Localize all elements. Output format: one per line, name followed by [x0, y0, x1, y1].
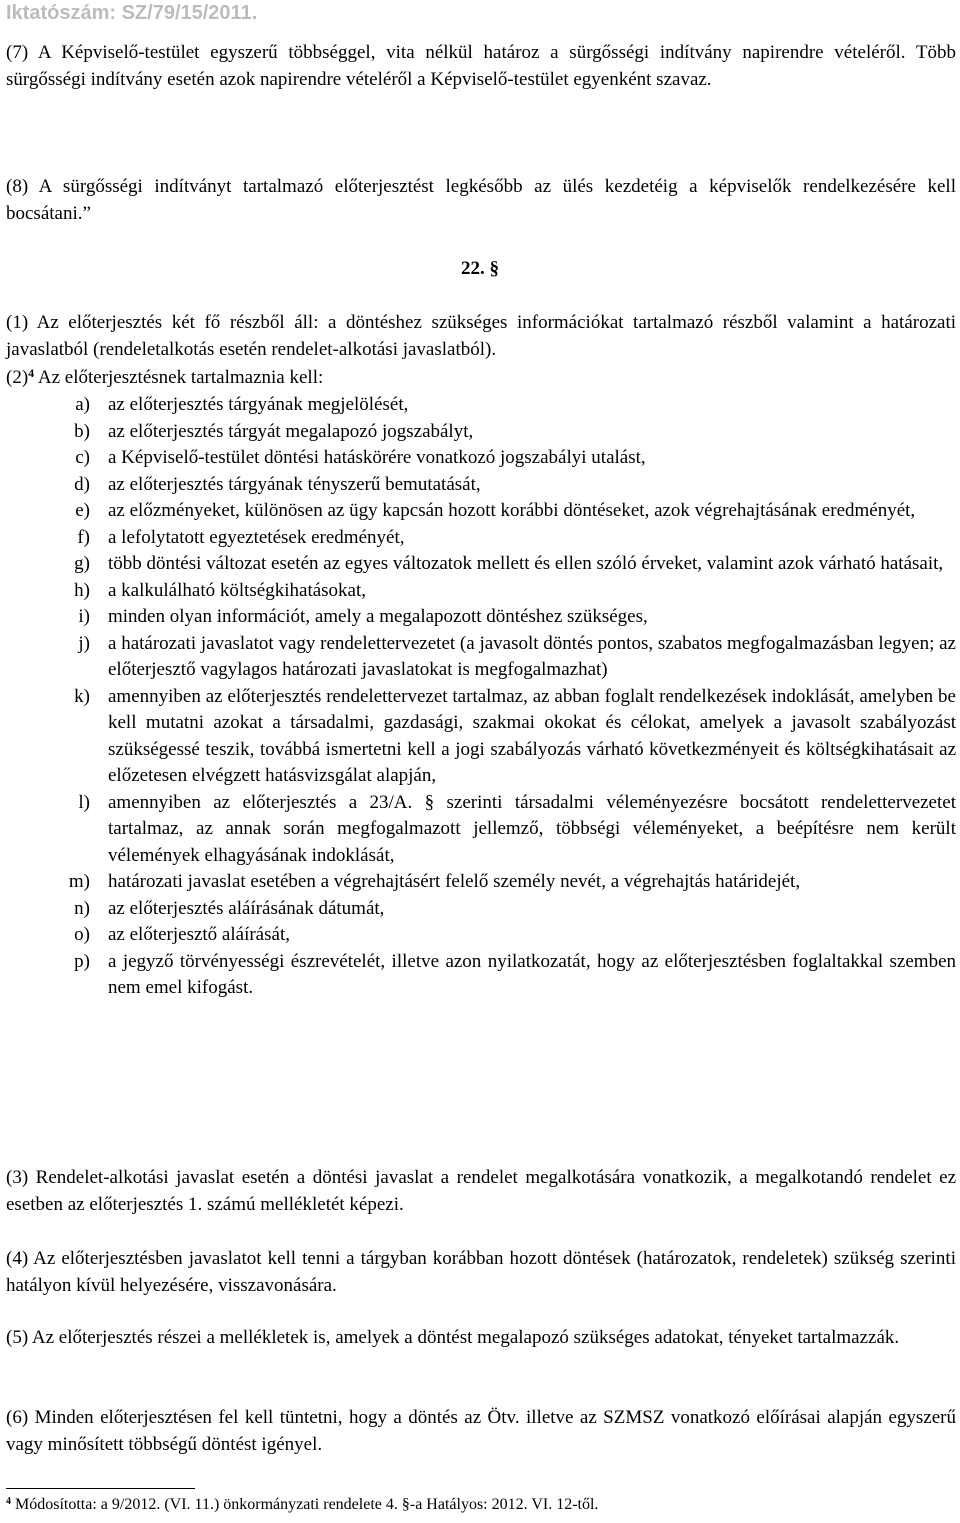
section-22-paragraph-5: (5) Az előterjesztés részei a mellékletek is, amelyek a döntést megalapozó szükséges adatokat, tényeket tartalmazzák.: [6, 1327, 900, 1348]
list-item: [6, 896, 956, 923]
list-item: [6, 551, 956, 578]
list-item: [6, 445, 956, 472]
list-item: [6, 949, 956, 1002]
list-item-label: m): [68, 871, 90, 892]
paragraph-2-number: (2): [6, 367, 29, 388]
section-22-paragraph-4: (4) Az előterjesztésben javaslatot kell tenni a tárgyban korábban hozott döntések (határozatok, rendeletek) szükség szerinti hatályon kívül helyezésére, visszavonására.: [6, 1248, 956, 1296]
list-item: [6, 869, 956, 896]
list-item-label: o): [74, 924, 90, 945]
section-22-paragraph-2-intro: [6, 365, 956, 392]
list-item-text: az előterjesztés tárgyát megalapozó jogszabályt,: [108, 420, 474, 442]
list-item-label: l): [78, 791, 90, 813]
list-item-text: a lefolytatott egyeztetések eredményét,: [108, 526, 405, 548]
list-item-text: az előterjesztés tárgyának megjelölését,: [108, 394, 409, 415]
list-item-text: az előterjesztő aláírását,: [108, 924, 290, 945]
list-item: [6, 578, 956, 605]
section-title: 22. §: [461, 258, 499, 279]
list-item-label: h): [74, 579, 90, 601]
list-item-text: több döntési változat esetén az egyes változatok mellett és ellen szóló érveket, valamint azok várható hatásait,: [108, 553, 944, 574]
section-22-paragraph-3: (3) Rendelet-alkotási javaslat esetén a döntési javaslat a rendelet megalkotására vonatkozik, a megalkotandó rendelet ez esetben az előterjesztés 1. számú mellékletét képezi.: [6, 1167, 956, 1215]
list-item-label: j): [78, 632, 90, 654]
footnote-divider: [6, 1488, 195, 1489]
list-item-label: g): [74, 553, 90, 574]
list-item-text: a határozati javaslatot vagy rendelettervezetet (a javasolt döntés pontos, szabatos megfogalmazásban legyen; az előterjesztő vagylagos határozati javaslatokat is megfogalmazhat): [108, 632, 956, 680]
list-item-label: n): [74, 897, 90, 919]
list-item: [6, 392, 956, 419]
footnote-number: 4: [6, 1496, 11, 1507]
list-item-label: f): [77, 526, 90, 548]
list-item: [6, 631, 956, 684]
list-item-label: i): [78, 606, 90, 627]
list-item: [6, 922, 956, 949]
list-item-text: határozati javaslat esetében a végrehajtásért felelő személy nevét, a végrehajtás határidejét,: [108, 871, 801, 892]
list-item: [6, 684, 956, 790]
list-item-label: a): [75, 394, 90, 415]
paragraph-7: (7) A Képviselő-testület egyszerű többséggel, vita nélkül határoz a sürgősségi indítvány napirendre vételéről. Több sürgősségi indítvány esetén azok napirendre vételéről a Képviselő-testület egyenként szavaz.: [6, 42, 956, 90]
list-item-label: e): [75, 500, 90, 521]
list-item-text: az előterjesztés tárgyának tényszerű bemutatását,: [108, 473, 481, 495]
list-item: [6, 419, 956, 446]
footnote: [6, 1495, 956, 1515]
list-item: [6, 525, 956, 552]
list-item: [6, 472, 956, 499]
list-item: [6, 790, 956, 870]
document-header: Iktatószám: SZ/79/15/2011.: [6, 2, 258, 24]
list-item-label: p): [74, 950, 90, 972]
list-item-label: b): [74, 420, 90, 442]
list-item-text: a kalkulálható költségkihatásokat,: [108, 579, 367, 601]
list-item: [6, 498, 956, 525]
list-item-label: c): [75, 447, 90, 468]
section-22-paragraph-1: (1) Az előterjesztés két fő részből áll: a döntéshez szükséges információkat tartalmazó részből valamint a határozati javaslatból (rendeletalkotás esetén rendelet-alkotási javaslatból).: [6, 312, 956, 360]
list-item-label: d): [74, 473, 90, 495]
list-item-text: minden olyan információt, amely a megalapozott döntéshez szükséges,: [108, 606, 648, 627]
paragraph-8: (8) A sürgősségi indítványt tartalmazó előterjesztést legkésőbb az ülés kezdetéig a képviselők rendelkezésére kell bocsátani.”: [6, 176, 956, 224]
footnote-reference[interactable]: 4: [28, 366, 35, 380]
list-item: [6, 604, 956, 631]
section-22-paragraph-6: (6) Minden előterjesztésen fel kell tüntetni, hogy a döntés az Ötv. illetve az SZMSZ vonatkozó előírásai alapján egyszerű vagy minősített többségű döntést igényel.: [6, 1407, 956, 1455]
list-item-text: a Képviselő-testület döntési hatáskörére vonatkozó jogszabályi utalást,: [108, 447, 646, 468]
list-item-text: amennyiben az előterjesztés a 23/A. § szerinti társadalmi véleményezésre bocsátott rendelettervezetet tartalmaz, az annak során megfogalmazott jellemző, többségi véleményeket, a beépítésre nem került vélemények elhagyásának indoklását,: [108, 791, 956, 866]
list-item-text: amennyiben az előterjesztés rendelettervezet tartalmaz, az abban foglalt rendelkezések indoklását, amelyben be kell mutatni azokat a társadalmi, gazdasági, szakmai okokat és célokat, amelyek a javasolt szabályozást szükségessé teszik, továbbá ismertetni kell a jogi szabályozás várható következményeit és költségkihatásait az előzetesen elvégzett hatásvizsgálat alapján,: [108, 685, 956, 786]
footnote-text: Módosította: a 9/2012. (VI. 11.) önkormányzati rendelete 4. §-a Hatályos: 2012. VI. 12-től.: [15, 1496, 599, 1513]
requirements-list: [6, 392, 956, 1002]
list-item-label: k): [74, 685, 90, 707]
list-item-text: az előterjesztés aláírásának dátumát,: [108, 897, 385, 919]
list-item-text: a jegyző törvényességi észrevételét, illetve azon nyilatkozatát, hogy az előterjesztésben foglaltakkal szemben nem emel kifogást.: [108, 950, 956, 998]
list-item-text: az előzményeket, különösen az ügy kapcsán hozott korábbi döntéseket, azok végrehajtásának eredményét,: [108, 500, 916, 521]
paragraph-2-text: Az előterjesztésnek tartalmaznia kell:: [37, 367, 324, 388]
